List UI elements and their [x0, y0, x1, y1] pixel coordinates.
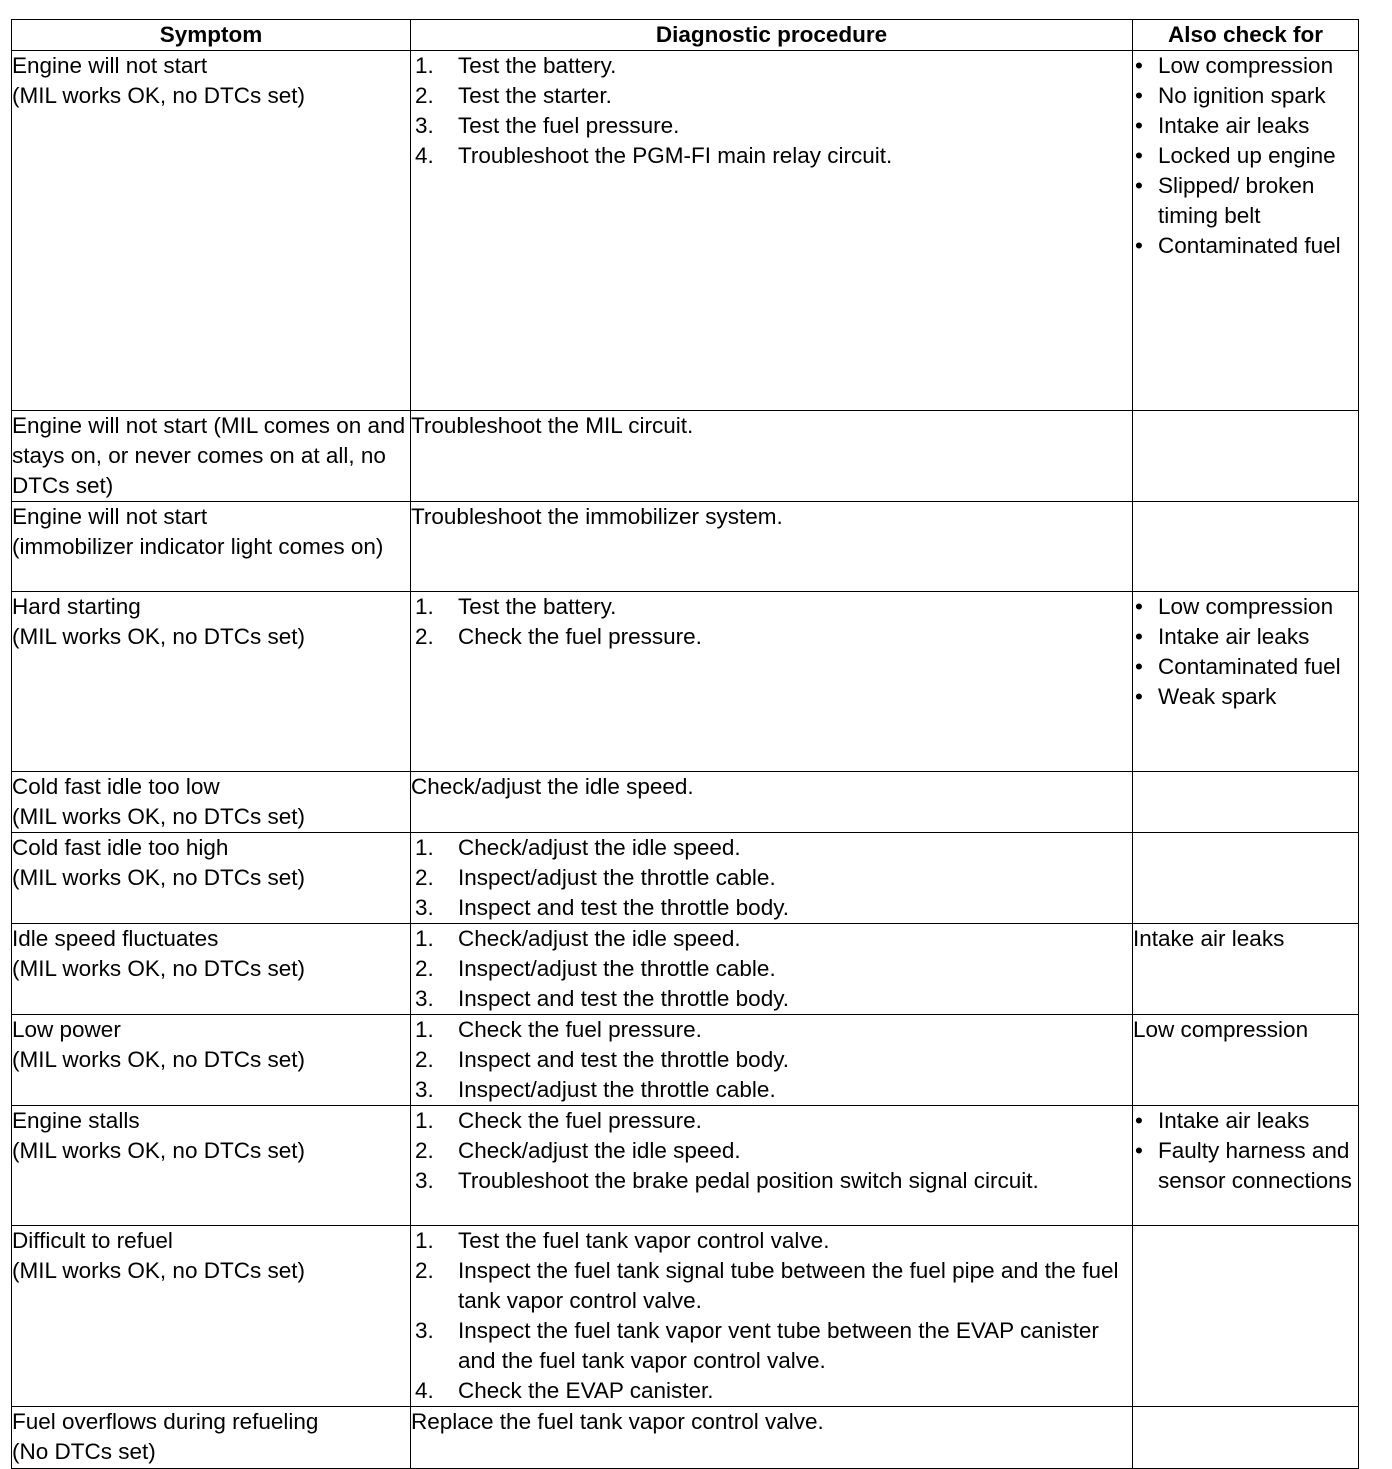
- step-text: Inspect and test the throttle body.: [458, 1047, 790, 1072]
- also-check-item: [1133, 111, 1358, 141]
- step-number: 1.: [415, 594, 434, 619]
- procedure-step: [411, 81, 1132, 111]
- procedure-step: [411, 1136, 1132, 1166]
- step-number: 2.: [415, 956, 434, 981]
- bullet-icon: •: [1135, 83, 1143, 108]
- symptom-text: (MIL works OK, no DTCs set): [12, 956, 305, 981]
- procedure-step: [411, 833, 1132, 863]
- procedure-cell: [411, 51, 1133, 411]
- procedure-step: [411, 1106, 1132, 1136]
- procedure-step: [411, 1015, 1132, 1045]
- symptom-text: (MIL works OK, no DTCs set): [12, 1258, 305, 1283]
- bullet-icon: •: [1135, 654, 1143, 679]
- step-text: Inspect/adjust the throttle cable.: [458, 865, 776, 890]
- procedure-step: [411, 622, 1132, 652]
- also-check-item: [1133, 51, 1358, 81]
- also-check-text: Weak spark: [1158, 684, 1277, 709]
- procedure-step: [411, 924, 1132, 954]
- symptom-text: (MIL works OK, no DTCs set): [12, 865, 305, 890]
- procedure-step: [411, 592, 1132, 622]
- procedure-step: [411, 893, 1132, 923]
- symptom-cell: [12, 1106, 411, 1226]
- also-check-item: [1133, 682, 1358, 712]
- also-check-text: Intake air leaks: [1158, 1108, 1310, 1133]
- table-row: [12, 772, 1359, 833]
- also-check-list: [1133, 592, 1358, 712]
- also-check-text: Intake air leaks: [1158, 624, 1310, 649]
- symptom-text: Engine will not start: [12, 504, 208, 529]
- also-check-item: [1133, 1136, 1358, 1196]
- procedure-step: [411, 1045, 1132, 1075]
- table-row: [12, 833, 1359, 924]
- step-text: Check/adjust the idle speed.: [458, 835, 741, 860]
- step-text: Test the battery.: [458, 594, 617, 619]
- bullet-icon: •: [1135, 173, 1143, 198]
- also-check-cell: [1133, 411, 1359, 502]
- also-check-cell: [1133, 592, 1359, 772]
- procedure-steps: [411, 1226, 1132, 1406]
- step-number: 2.: [415, 1047, 434, 1072]
- step-number: 1.: [415, 1017, 434, 1042]
- step-number: 1.: [415, 835, 434, 860]
- symptom-cell: [12, 411, 411, 502]
- also-check-item: [1133, 592, 1358, 622]
- table-row: [12, 924, 1359, 1015]
- procedure-cell: [411, 502, 1133, 592]
- procedure-cell: [411, 1407, 1133, 1469]
- also-check-cell: [1133, 502, 1359, 592]
- also-check-cell: [1133, 1407, 1359, 1469]
- also-check-text: Slipped/ broken timing belt: [1158, 173, 1315, 228]
- also-check-list: [1133, 1106, 1358, 1196]
- also-check-text: Low compression: [1158, 53, 1334, 78]
- also-check-item: [1133, 81, 1358, 111]
- symptom-text: (MIL works OK, no DTCs set): [12, 1138, 305, 1163]
- step-number: 2.: [415, 1138, 434, 1163]
- procedure-step: [411, 863, 1132, 893]
- symptom-text: Engine will not start: [12, 53, 208, 78]
- step-text: Inspect and test the throttle body.: [458, 986, 790, 1011]
- symptom-cell: [12, 1226, 411, 1407]
- procedure-step: [411, 141, 1132, 171]
- procedure-step: [411, 1075, 1132, 1105]
- symptom-cell: [12, 51, 411, 411]
- procedure-cell: [411, 1226, 1133, 1407]
- diagnostic-table: [11, 19, 1359, 1469]
- table-row: [12, 1407, 1359, 1469]
- step-number: 2.: [415, 1258, 434, 1283]
- step-text: Check/adjust the idle speed.: [458, 926, 741, 951]
- symptom-cell: [12, 1407, 411, 1469]
- procedure-step: [411, 1226, 1132, 1256]
- step-number: 2.: [415, 624, 434, 649]
- step-text: Inspect the fuel tank vapor vent tube between the EVAP canister and the fuel tank vapor control valve.: [458, 1318, 1099, 1373]
- step-text: Test the fuel tank vapor control valve.: [458, 1228, 830, 1253]
- procedure-steps: [411, 592, 1132, 652]
- also-check-text: Low compression: [1133, 1017, 1309, 1042]
- symptom-text: Hard starting: [12, 594, 141, 619]
- also-check-item: [1133, 141, 1358, 171]
- symptom-cell: [12, 924, 411, 1015]
- procedure-steps: [411, 924, 1132, 1014]
- step-number: 3.: [415, 1168, 434, 1193]
- symptom-cell: [12, 592, 411, 772]
- also-check-cell: [1133, 833, 1359, 924]
- procedure-text: Troubleshoot the immobilizer system.: [411, 504, 783, 529]
- symptom-text: Cold fast idle too low: [12, 774, 220, 799]
- symptom-cell: [12, 772, 411, 833]
- symptom-text: (No DTCs set): [12, 1439, 156, 1464]
- step-text: Check the fuel pressure.: [458, 1108, 702, 1133]
- also-check-item: [1133, 652, 1358, 682]
- procedure-steps: [411, 833, 1132, 923]
- step-number: 1.: [415, 1108, 434, 1133]
- also-check-text: No ignition spark: [1158, 83, 1326, 108]
- procedure-cell: [411, 411, 1133, 502]
- procedure-step: [411, 51, 1132, 81]
- also-check-text: Faulty harness and sensor connections: [1158, 1138, 1352, 1193]
- also-check-text: Contaminated fuel: [1158, 654, 1341, 679]
- procedure-step: [411, 1316, 1132, 1376]
- header-symptom: Symptom: [12, 20, 411, 51]
- symptom-text: Difficult to refuel: [12, 1228, 173, 1253]
- bullet-icon: •: [1135, 233, 1143, 258]
- procedure-step: [411, 1256, 1132, 1316]
- table-row: [12, 502, 1359, 592]
- symptom-text: Fuel overflows during refueling: [12, 1409, 319, 1434]
- symptom-text: (immobilizer indicator light comes on): [12, 534, 384, 559]
- also-check-cell: [1133, 1106, 1359, 1226]
- also-check-item: [1133, 171, 1358, 231]
- step-number: 2.: [415, 865, 434, 890]
- step-number: 3.: [415, 1077, 434, 1102]
- header-procedure: Diagnostic procedure: [411, 20, 1133, 51]
- table-row: [12, 1226, 1359, 1407]
- step-text: Test the battery.: [458, 53, 617, 78]
- procedure-step: [411, 1166, 1132, 1196]
- header-also-check: Also check for: [1133, 20, 1359, 51]
- step-text: Check the fuel pressure.: [458, 624, 702, 649]
- step-number: 3.: [415, 986, 434, 1011]
- also-check-list: [1133, 51, 1358, 261]
- table-row: [12, 411, 1359, 502]
- symptom-cell: [12, 502, 411, 592]
- bullet-icon: •: [1135, 624, 1143, 649]
- table-row: [12, 592, 1359, 772]
- procedure-text: Troubleshoot the MIL circuit.: [411, 413, 694, 438]
- symptom-text: (MIL works OK, no DTCs set): [12, 83, 305, 108]
- table-row: [12, 1106, 1359, 1226]
- also-check-item: [1133, 231, 1358, 261]
- procedure-cell: [411, 772, 1133, 833]
- also-check-item: [1133, 622, 1358, 652]
- step-text: Troubleshoot the PGM-FI main relay circuit.: [458, 143, 893, 168]
- bullet-icon: •: [1135, 113, 1143, 138]
- symptom-cell: [12, 833, 411, 924]
- step-text: Inspect/adjust the throttle cable.: [458, 1077, 776, 1102]
- step-text: Test the fuel pressure.: [458, 113, 680, 138]
- procedure-cell: [411, 924, 1133, 1015]
- procedure-steps: [411, 1106, 1132, 1196]
- step-number: 1.: [415, 1228, 434, 1253]
- step-number: 1.: [415, 926, 434, 951]
- step-number: 4.: [415, 1378, 434, 1403]
- step-number: 3.: [415, 113, 434, 138]
- symptom-text: Idle speed fluctuates: [12, 926, 219, 951]
- bullet-icon: •: [1135, 1108, 1143, 1133]
- also-check-cell: [1133, 51, 1359, 411]
- step-text: Inspect/adjust the throttle cable.: [458, 956, 776, 981]
- bullet-icon: •: [1135, 53, 1143, 78]
- step-text: Troubleshoot the brake pedal position switch signal circuit.: [458, 1168, 1039, 1193]
- also-check-item: [1133, 1106, 1358, 1136]
- also-check-text: Intake air leaks: [1133, 926, 1285, 951]
- symptom-text: Low power: [12, 1017, 121, 1042]
- step-text: Check the EVAP canister.: [458, 1378, 714, 1403]
- procedure-cell: [411, 592, 1133, 772]
- symptom-cell: [12, 1015, 411, 1106]
- step-number: 2.: [415, 83, 434, 108]
- table-row: [12, 1015, 1359, 1106]
- step-text: Inspect the fuel tank signal tube between the fuel pipe and the fuel tank vapor control valve.: [458, 1258, 1119, 1313]
- procedure-step: [411, 954, 1132, 984]
- procedure-step: [411, 984, 1132, 1014]
- procedure-cell: [411, 1015, 1133, 1106]
- also-check-text: Intake air leaks: [1158, 113, 1310, 138]
- bullet-icon: •: [1135, 1138, 1143, 1163]
- also-check-text: Locked up engine: [1158, 143, 1336, 168]
- also-check-cell: [1133, 1226, 1359, 1407]
- step-text: Check the fuel pressure.: [458, 1017, 702, 1042]
- step-number: 4.: [415, 143, 434, 168]
- step-number: 3.: [415, 1318, 434, 1343]
- symptom-text: (MIL works OK, no DTCs set): [12, 624, 305, 649]
- also-check-cell: [1133, 924, 1359, 1015]
- bullet-icon: •: [1135, 594, 1143, 619]
- procedure-text: Replace the fuel tank vapor control valve.: [411, 1409, 824, 1434]
- procedure-step: [411, 111, 1132, 141]
- symptom-text: Cold fast idle too high: [12, 835, 229, 860]
- bullet-icon: •: [1135, 684, 1143, 709]
- step-text: Check/adjust the idle speed.: [458, 1138, 741, 1163]
- step-text: Test the starter.: [458, 83, 612, 108]
- table-row: [12, 51, 1359, 411]
- step-number: 1.: [415, 53, 434, 78]
- procedure-step: [411, 1376, 1132, 1406]
- symptom-text: (MIL works OK, no DTCs set): [12, 804, 305, 829]
- procedure-text: Check/adjust the idle speed.: [411, 774, 694, 799]
- step-text: Inspect and test the throttle body.: [458, 895, 790, 920]
- procedure-steps: [411, 1015, 1132, 1105]
- step-number: 3.: [415, 895, 434, 920]
- procedure-steps: [411, 51, 1132, 171]
- symptom-text: Engine stalls: [12, 1108, 140, 1133]
- header-row: [12, 20, 1359, 51]
- procedure-cell: [411, 833, 1133, 924]
- table-body: [12, 51, 1359, 1469]
- also-check-text: Contaminated fuel: [1158, 233, 1341, 258]
- also-check-text: Low compression: [1158, 594, 1334, 619]
- procedure-cell: [411, 1106, 1133, 1226]
- symptom-text: Engine will not start (MIL comes on and stays on, or never comes on at all, no DTCs set): [12, 413, 406, 498]
- bullet-icon: •: [1135, 143, 1143, 168]
- also-check-cell: [1133, 1015, 1359, 1106]
- also-check-cell: [1133, 772, 1359, 833]
- symptom-text: (MIL works OK, no DTCs set): [12, 1047, 305, 1072]
